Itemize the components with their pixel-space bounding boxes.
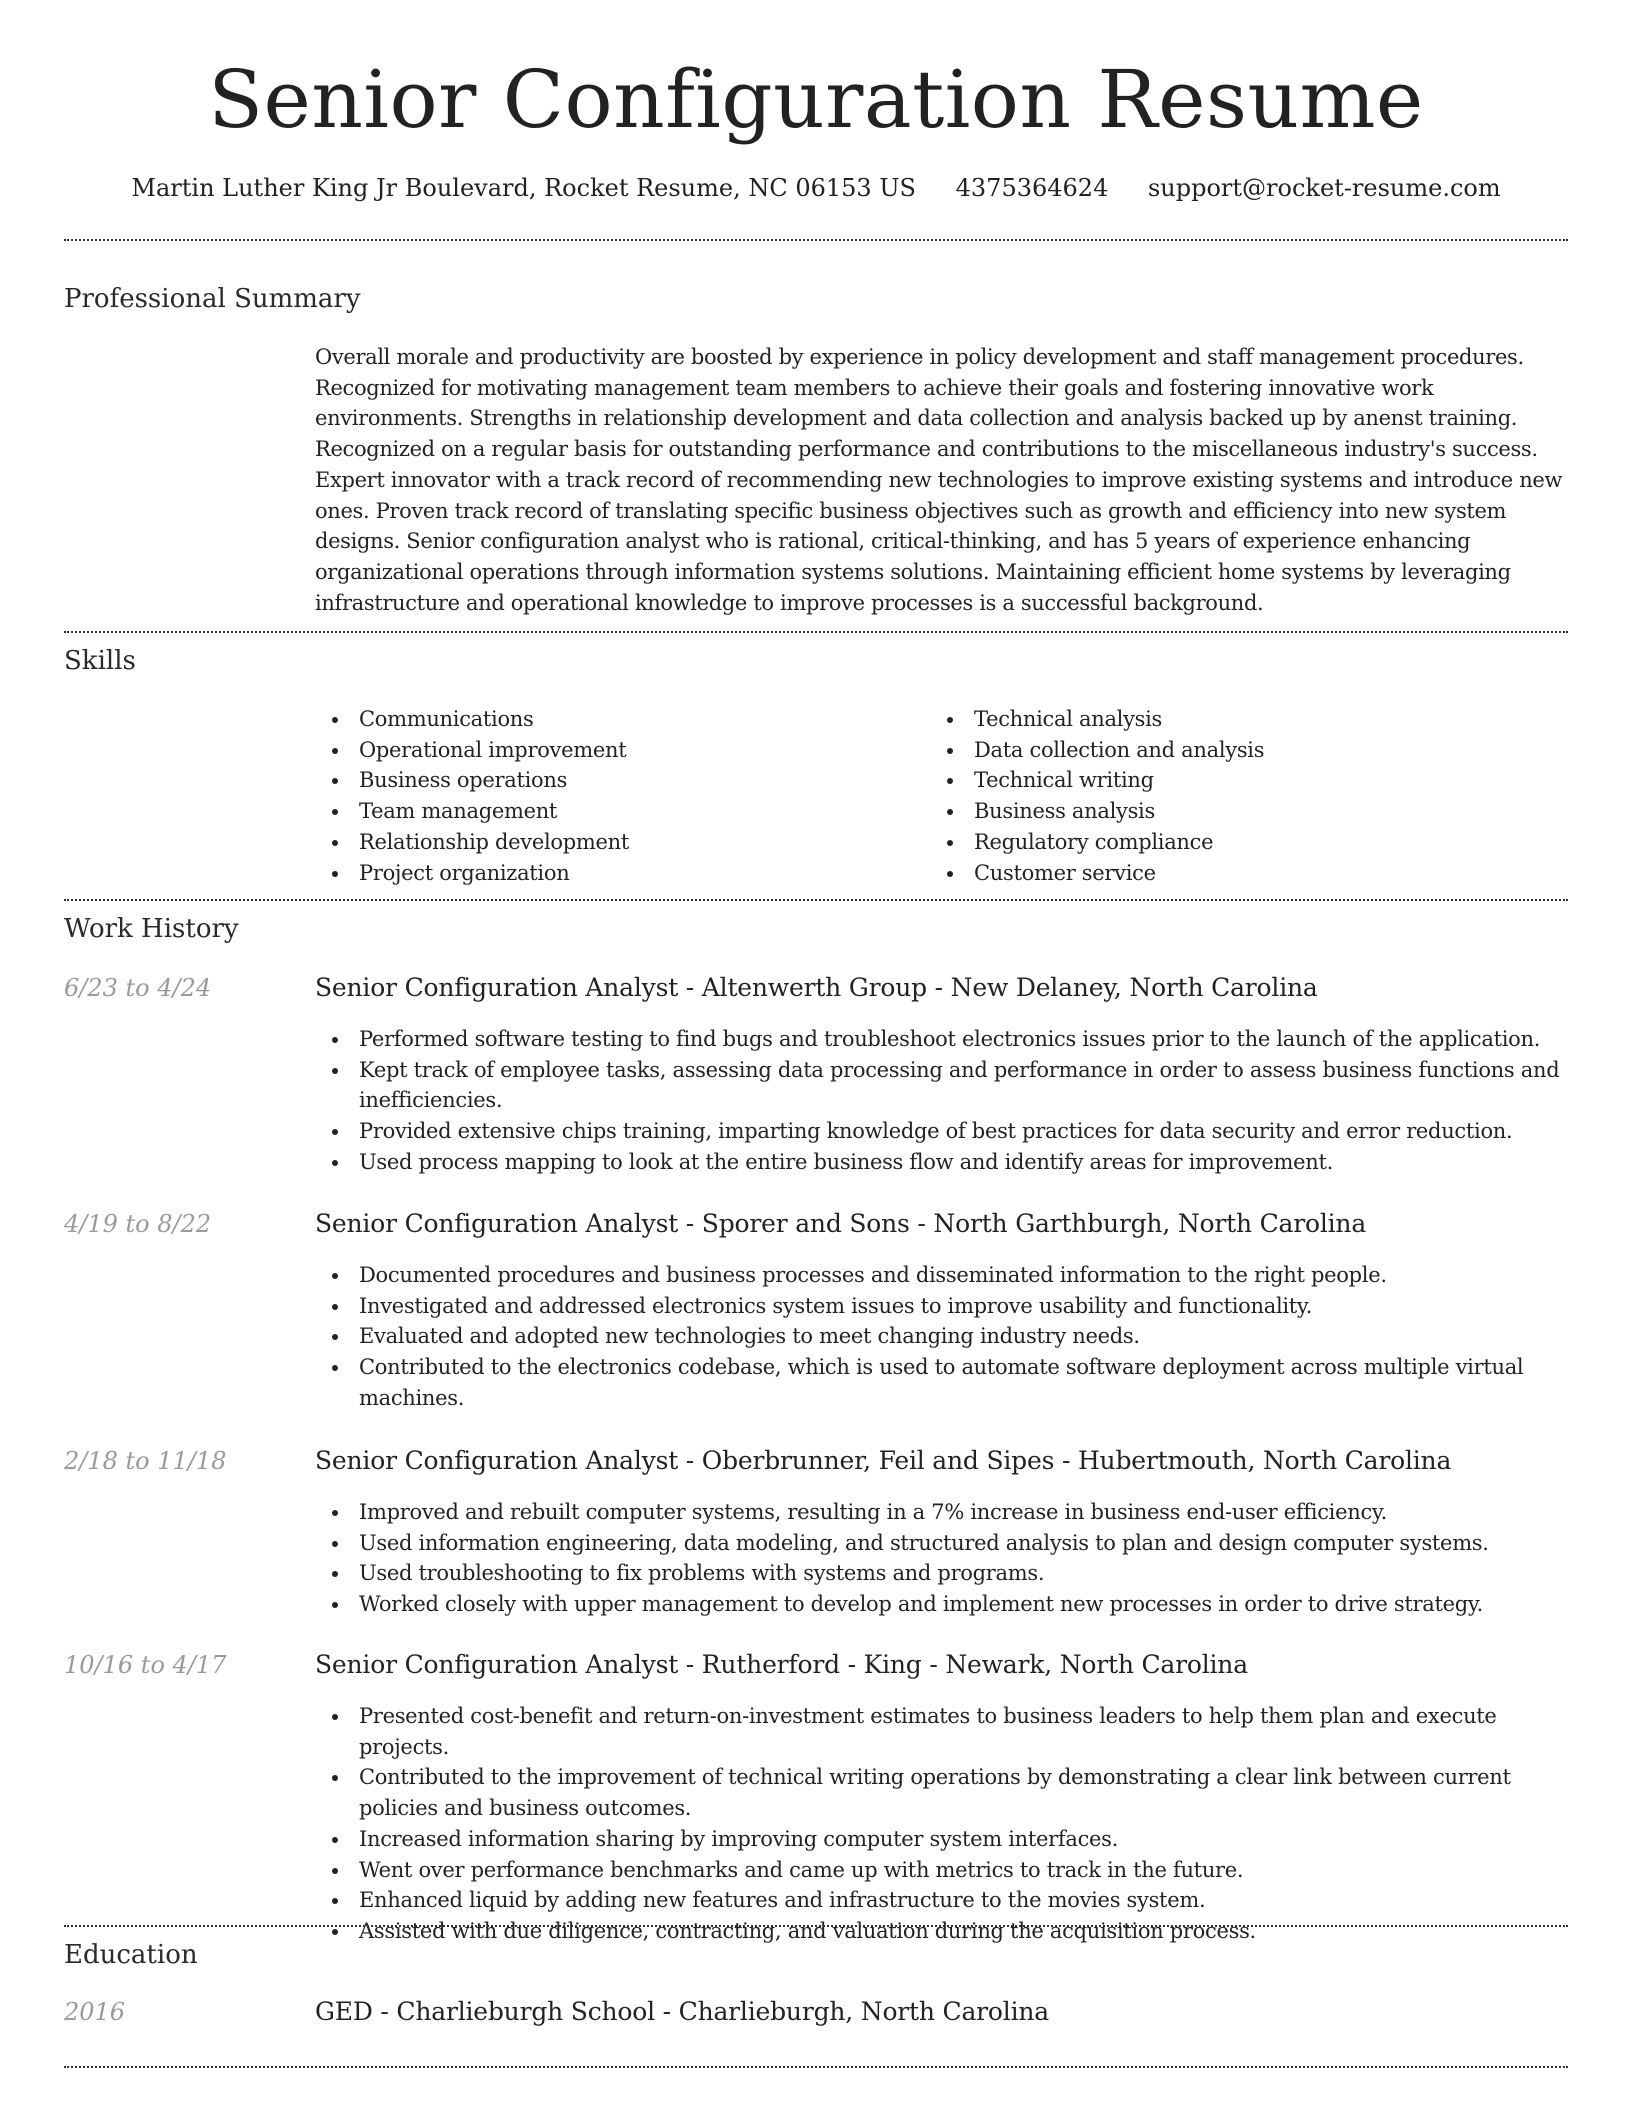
skill-item: Customer service (930, 858, 1530, 889)
section-title-education: Education (64, 1940, 198, 1970)
job-bullet: Used process mapping to look at the entire business flow and identify areas for improvement. (315, 1147, 1568, 1178)
job-bullet: Enhanced liquid by adding new features and infrastructure to the movies system. (315, 1885, 1568, 1916)
skill-item: Project organization (315, 858, 915, 889)
divider (64, 2066, 1568, 2068)
job-bullet: Presented cost-benefit and return-on-investment estimates to business leaders to help them plan and execute projects. (315, 1701, 1568, 1762)
skill-item: Relationship development (315, 827, 915, 858)
contact-line (0, 172, 1632, 204)
resume-title: Senior Configuration Resume (208, 53, 1424, 146)
summary-text: Overall morale and productivity are boosted by experience in policy development and staff management procedures. Recognized for motivating management team members to achieve their goals and fostering innovative work environments. Strengths in relationship development and data collection and analysis backed up by anenst training. Recognized on a regular basis for outstanding performance and contributions to the miscellaneous industry's success. Expert innovator with a track record of recommending new technologies to improve existing systems and introduce new ones. Proven track record of translating specific business objectives such as growth and efficiency into new system designs. Senior configuration analyst who is rational, critical-thinking, and has 5 years of experience enhancing organizational operations through information systems solutions. Maintaining efficient home systems by leveraging infrastructure and operational knowledge to improve processes is a successful background. (315, 345, 1563, 615)
job-bullet: Worked closely with upper management to develop and implement new processes in order to drive strategy. (315, 1589, 1568, 1620)
education-entry: GED - Charlieburgh School - Charlieburgh, North Carolina (315, 1997, 1049, 2026)
contact-phone: 4375364624 (955, 174, 1109, 202)
job-bullet: Increased information sharing by improving computer system interfaces. (315, 1824, 1568, 1855)
job-bullet: Documented procedures and business processes and disseminated information to the right people. (315, 1260, 1568, 1291)
section-title-skills: Skills (64, 646, 136, 676)
contact-email: support@rocket-resume.com (1147, 174, 1501, 202)
job-bullet: Performed software testing to find bugs and troubleshoot electronics issues prior to the launch of the application. (315, 1024, 1568, 1055)
skills-column-left (315, 704, 915, 888)
job-title: Senior Configuration Analyst - Altenwerth Group - New Delaney, North Carolina (315, 973, 1318, 1002)
job-bullet: Used information engineering, data modeling, and structured analysis to plan and design computer systems. (315, 1528, 1568, 1559)
job-title: Senior Configuration Analyst - Rutherford - King - Newark, North Carolina (315, 1650, 1248, 1679)
skill-item: Data collection and analysis (930, 735, 1530, 766)
section-title-summary: Professional Summary (64, 284, 361, 314)
skill-item: Technical writing (930, 765, 1530, 796)
job-bullet: Evaluated and adopted new technologies to meet changing industry needs. (315, 1321, 1568, 1352)
skill-item: Business operations (315, 765, 915, 796)
job-bullet: Used troubleshooting to fix problems with systems and programs. (315, 1558, 1568, 1589)
contact-address: Martin Luther King Jr Boulevard, Rocket Resume, NC 06153 US (131, 174, 916, 202)
job-bullet: Assisted with due diligence, contracting, and valuation during the acquisition process. (315, 1916, 1568, 1947)
job-bullet: Improved and rebuilt computer systems, resulting in a 7% increase in business end-user efficiency. (315, 1497, 1568, 1528)
job-bullets (315, 1701, 1568, 1947)
job-bullets (315, 1260, 1568, 1414)
divider (64, 899, 1568, 901)
job-dates: 2/18 to 11/18 (64, 1447, 227, 1475)
skill-item: Regulatory compliance (930, 827, 1530, 858)
section-title-work: Work History (64, 914, 239, 944)
divider (64, 631, 1568, 633)
job-bullet: Went over performance benchmarks and came up with metrics to track in the future. (315, 1855, 1568, 1886)
job-bullet: Contributed to the electronics codebase, which is used to automate software deployment across multiple virtual machines. (315, 1352, 1568, 1413)
skill-item: Operational improvement (315, 735, 915, 766)
skill-item: Technical analysis (930, 704, 1530, 735)
skills-column-right (930, 704, 1530, 888)
job-bullet: Kept track of employee tasks, assessing data processing and performance in order to assess business functions and inefficiencies. (315, 1055, 1568, 1116)
job-dates: 10/16 to 4/17 (64, 1651, 227, 1679)
job-title: Senior Configuration Analyst - Sporer and Sons - North Garthburgh, North Carolina (315, 1209, 1367, 1238)
skill-item: Team management (315, 796, 915, 827)
divider (64, 1925, 1568, 1927)
job-bullet: Investigated and addressed electronics system issues to improve usability and functionality. (315, 1291, 1568, 1322)
skill-item: Business analysis (930, 796, 1530, 827)
job-dates: 6/23 to 4/24 (64, 974, 212, 1002)
job-bullet: Contributed to the improvement of technical writing operations by demonstrating a clear link between current policies and business outcomes. (315, 1762, 1568, 1823)
skill-item: Communications (315, 704, 915, 735)
education-year: 2016 (64, 1998, 126, 2026)
job-dates: 4/19 to 8/22 (64, 1210, 212, 1238)
job-bullets (315, 1497, 1568, 1620)
job-bullet: Provided extensive chips training, imparting knowledge of best practices for data security and error reduction. (315, 1116, 1568, 1147)
divider (64, 239, 1568, 241)
job-title: Senior Configuration Analyst - Oberbrunner, Feil and Sipes - Hubertmouth, North Carolina (315, 1446, 1452, 1475)
job-bullets (315, 1024, 1568, 1178)
